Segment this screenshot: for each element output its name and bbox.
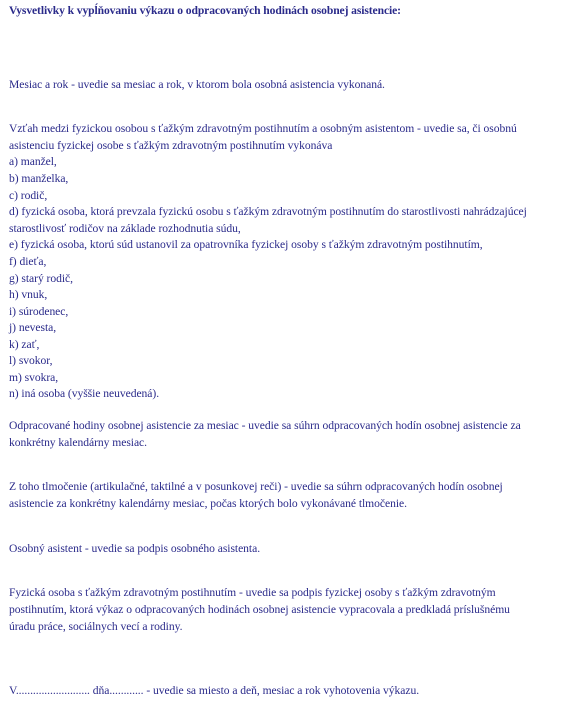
list-item-j: j) nevesta, [9,321,57,334]
paragraph-vztah-line-2: asistenciu fyzickej osobe s ťažkým zdravotným postihnutím vykonáva [9,139,333,152]
list-item-f: f) dieťa, [9,255,47,268]
list-item-d: d) fyzická osoba, ktorá prevzala fyzickú osobu s ťažkým zdravotným postihnutím do starostlivosti nahrádzajúcej [9,205,527,218]
list-item-c: c) rodič, [9,189,48,202]
list-item-n: n) iná osoba (vyššie neuvedená). [9,387,160,400]
paragraph-miesto-a-datum: V.......................... dňa............ - uvedie sa miesto a deň, mesiac a rok vyhotovenia výkazu. [9,684,420,697]
list-item-l: l) svokor, [9,354,53,367]
list-item-m: m) svokra, [9,371,59,384]
paragraph-hodiny-line-2: konkrétny kalendárny mesiac. [9,436,147,449]
paragraph-vztah-line-1: Vzťah medzi fyzickou osobou s ťažkým zdravotným postihnutím a osobným asistentom - uvedie sa, či osobnú [9,122,517,135]
list-item-b: b) manželka, [9,172,69,185]
paragraph-fyzicka-osoba-line-3: úradu práce, sociálnych vecí a rodiny. [9,620,183,633]
list-item-k: k) zať, [9,338,40,351]
list-item-i: i) súrodenec, [9,305,69,318]
document-title: Vysvetlivky k vypĺňovaniu výkazu o odpracovaných hodinách osobnej asistencie: [9,4,401,17]
paragraph-mesiac-a-rok: Mesiac a rok - uvedie sa mesiac a rok, v ktorom bola osobná asistencia vykonaná. [9,78,385,91]
list-item-e: e) fyzická osoba, ktorú súd ustanovil za opatrovníka fyzickej osoby s ťažkým zdravotným postihnutím, [9,238,483,251]
paragraph-fyzicka-osoba-line-1: Fyzická osoba s ťažkým zdravotným postihnutím - uvedie sa podpis fyzickej osoby s ťažkým zdravotným [9,586,496,599]
paragraph-hodiny-line-1: Odpracované hodiny osobnej asistencie za mesiac - uvedie sa súhrn odpracovaných hodín osobnej asistencie za [9,419,521,432]
list-item-h: h) vnuk, [9,288,48,301]
paragraph-tlmocenie-line-2: asistencie za konkrétny kalendárny mesiac, počas ktorých bolo vykonávané tlmočenie. [9,497,407,510]
list-item-g: g) starý rodič, [9,272,73,285]
paragraph-osobny-asistent: Osobný asistent - uvedie sa podpis osobného asistenta. [9,542,261,555]
paragraph-tlmocenie-line-1: Z toho tlmočenie (artikulačné, taktilné a v posunkovej reči) - uvedie sa súhrn odpracovaných hodín osobnej [9,480,503,493]
list-item-d-continued: starostlivosť rodičov na základe rozhodnutia súdu, [9,222,241,235]
paragraph-fyzicka-osoba-line-2: postihnutím, ktorá výkaz o odpracovaných hodinách osobnej asistencie vypracovala a predkladá príslušnému [9,603,510,616]
list-item-a: a) manžel, [9,155,57,168]
